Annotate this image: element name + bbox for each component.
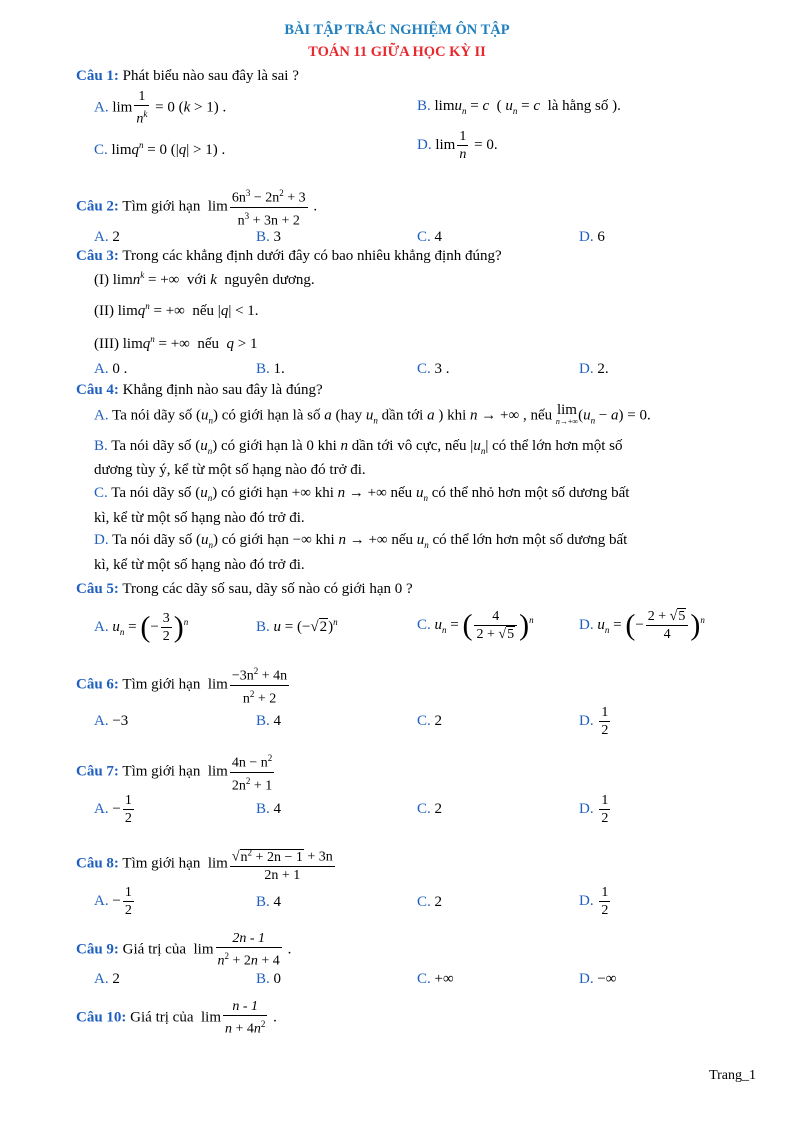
question-4: Câu 4: Khẳng định nào sau đây là đúng? bbox=[76, 382, 323, 398]
q4-option-b-line2: dương tùy ý, kể từ một số hạng nào đó trở đi. bbox=[94, 462, 366, 478]
q5-option-d: D. $u_n$ = (− $\frac{2 + √5}{4}$ )$^n$ bbox=[579, 608, 705, 642]
question-9: Câu 9: Giá trị của lim $\frac{2n - 1}{n^2 + 2n + 4}$ . bbox=[76, 931, 292, 969]
q9-option-d: D. −∞ bbox=[579, 971, 617, 987]
q4-option-c-line2: kì, kể từ một số hạng nào đó trở đi. bbox=[94, 510, 305, 526]
q7-option-a: A. − $\frac{1}{2}$ bbox=[94, 793, 132, 826]
q8-option-c: C. 2 bbox=[417, 894, 443, 910]
q1-option-b: B. limu$_n$ = c ( $u_n = c$ là hằng số ). bbox=[417, 98, 621, 116]
q8-option-b: B. 4 bbox=[256, 894, 282, 910]
question-7: Câu 7: Tìm giới hạn lim $\frac{4n - n^2}{2n^2 + 1}$ bbox=[76, 750, 276, 794]
q7-option-b: B. 4 bbox=[256, 801, 282, 817]
q6-option-b: B. 4 bbox=[256, 713, 282, 729]
question-6: Câu 6: Tìm giới hạn lim $\frac{-3n^2 + 4n}{n^2 + 2}$ bbox=[76, 663, 291, 707]
q5-option-c: C. $u_n$ = ( $\frac{4}{2 + √5}$ )$^n$ bbox=[417, 608, 534, 642]
q4-option-d-line2: kì, kể từ một số hạng nào đó trở đi. bbox=[94, 557, 305, 573]
question-2: Câu 2: Tìm giới hạn lim $\frac{6n^3 - 2n^2 + 3}{n^3 + 3n + 2}$ . bbox=[76, 185, 317, 229]
q4-option-c: C. Ta nói dãy số $(u_n)$ có giới hạn +∞ khi n → +∞ nếu $u_n$ có thể nhỏ hơn một số dương bất bbox=[94, 485, 630, 503]
page-number: Trang_1 bbox=[709, 1068, 756, 1083]
q3-statement-1: (I) limn$^k$ = +∞ với k nguyên dương. bbox=[94, 270, 315, 288]
q1-option-a: A. lim $\frac{1}{n^k}$ = 0 (k > 1) . bbox=[94, 89, 227, 127]
q3-statement-2: (II) limq$^n$ = +∞ nếu |q| < 1. bbox=[94, 301, 259, 319]
question-5: Câu 5: Trong các dãy số sau, dãy số nào có giới hạn 0 ? bbox=[76, 581, 413, 597]
q4-option-b: B. Ta nói dãy số $(u_n)$ có giới hạn là 0 khi n dần tới vô cực, nếu $|u_n|$ có thể lớn hơn một số bbox=[94, 438, 623, 456]
q6-option-a: A. −3 bbox=[94, 713, 129, 729]
q9-option-b: B. 0 bbox=[256, 971, 282, 987]
q9-option-c: C. +∞ bbox=[417, 971, 454, 987]
q2-option-d: D. 6 bbox=[579, 229, 605, 245]
q1-option-d: D. lim $\frac{1}{n}$ = 0. bbox=[417, 129, 498, 162]
q2-option-c: C. 4 bbox=[417, 229, 443, 245]
q1-option-c: C. limq$^n$ = 0 (|q| > 1) . bbox=[94, 140, 226, 158]
q4-option-d: D. Ta nói dãy số $(u_n)$ có giới hạn −∞ khi n → +∞ nếu $u_n$ có thể lớn hơn một số dương bất bbox=[94, 532, 628, 550]
q3-statement-3: (III) limq$^n$ = +∞ nếu q > 1 bbox=[94, 334, 258, 352]
q3-option-d: D. 2. bbox=[579, 361, 609, 377]
q8-option-a: A. − $\frac{1}{2}$ bbox=[94, 885, 132, 918]
q8-option-d: D. $\frac{1}{2}$ bbox=[579, 885, 609, 918]
q2-option-b: B. 3 bbox=[256, 229, 282, 245]
q3-option-b: B. 1. bbox=[256, 361, 285, 377]
question-1: Câu 1: Phát biểu nào sau đây là sai ? bbox=[76, 68, 299, 84]
q7-option-d: D. $\frac{1}{2}$ bbox=[579, 793, 609, 826]
q2-option-a: A. 2 bbox=[94, 229, 120, 245]
q3-option-c: C. 3 . bbox=[417, 361, 450, 377]
page-subtitle: TOÁN 11 GIỮA HỌC KỲ II bbox=[308, 44, 486, 60]
q5-option-b: B. $u = (-√2)^n$ bbox=[256, 617, 338, 635]
question-10: Câu 10: Giá trị của lim $\frac{n - 1}{n + 4n^2}$ . bbox=[76, 999, 277, 1037]
q7-option-c: C. 2 bbox=[417, 801, 443, 817]
q3-option-a: A. 0 . bbox=[94, 361, 128, 377]
question-3: Câu 3: Trong các khẳng định dưới đây có bao nhiêu khẳng định đúng? bbox=[76, 248, 502, 264]
page-title: BÀI TẬP TRẮC NGHIỆM ÔN TẬP bbox=[284, 22, 510, 38]
question-8: Câu 8: Tìm giới hạn lim $\frac{√n^2 + 2n - 1 + 3n}{2n + 1}$ bbox=[76, 844, 337, 884]
q6-option-d: D. $\frac{1}{2}$ bbox=[579, 705, 609, 738]
q4-option-a: A. Ta nói dãy số $(u_n)$ có giới hạn là số a (hay $u_n$ dần tới a ) khi n → +∞ , nếu lim n→+∞ $(u_n - a) = 0$. bbox=[94, 402, 651, 426]
q9-option-a: A. 2 bbox=[94, 971, 120, 987]
q5-option-a: A. $u_n$ = (− $\frac{3}{2}$ )$^n$ bbox=[94, 610, 189, 644]
q6-option-c: C. 2 bbox=[417, 713, 443, 729]
